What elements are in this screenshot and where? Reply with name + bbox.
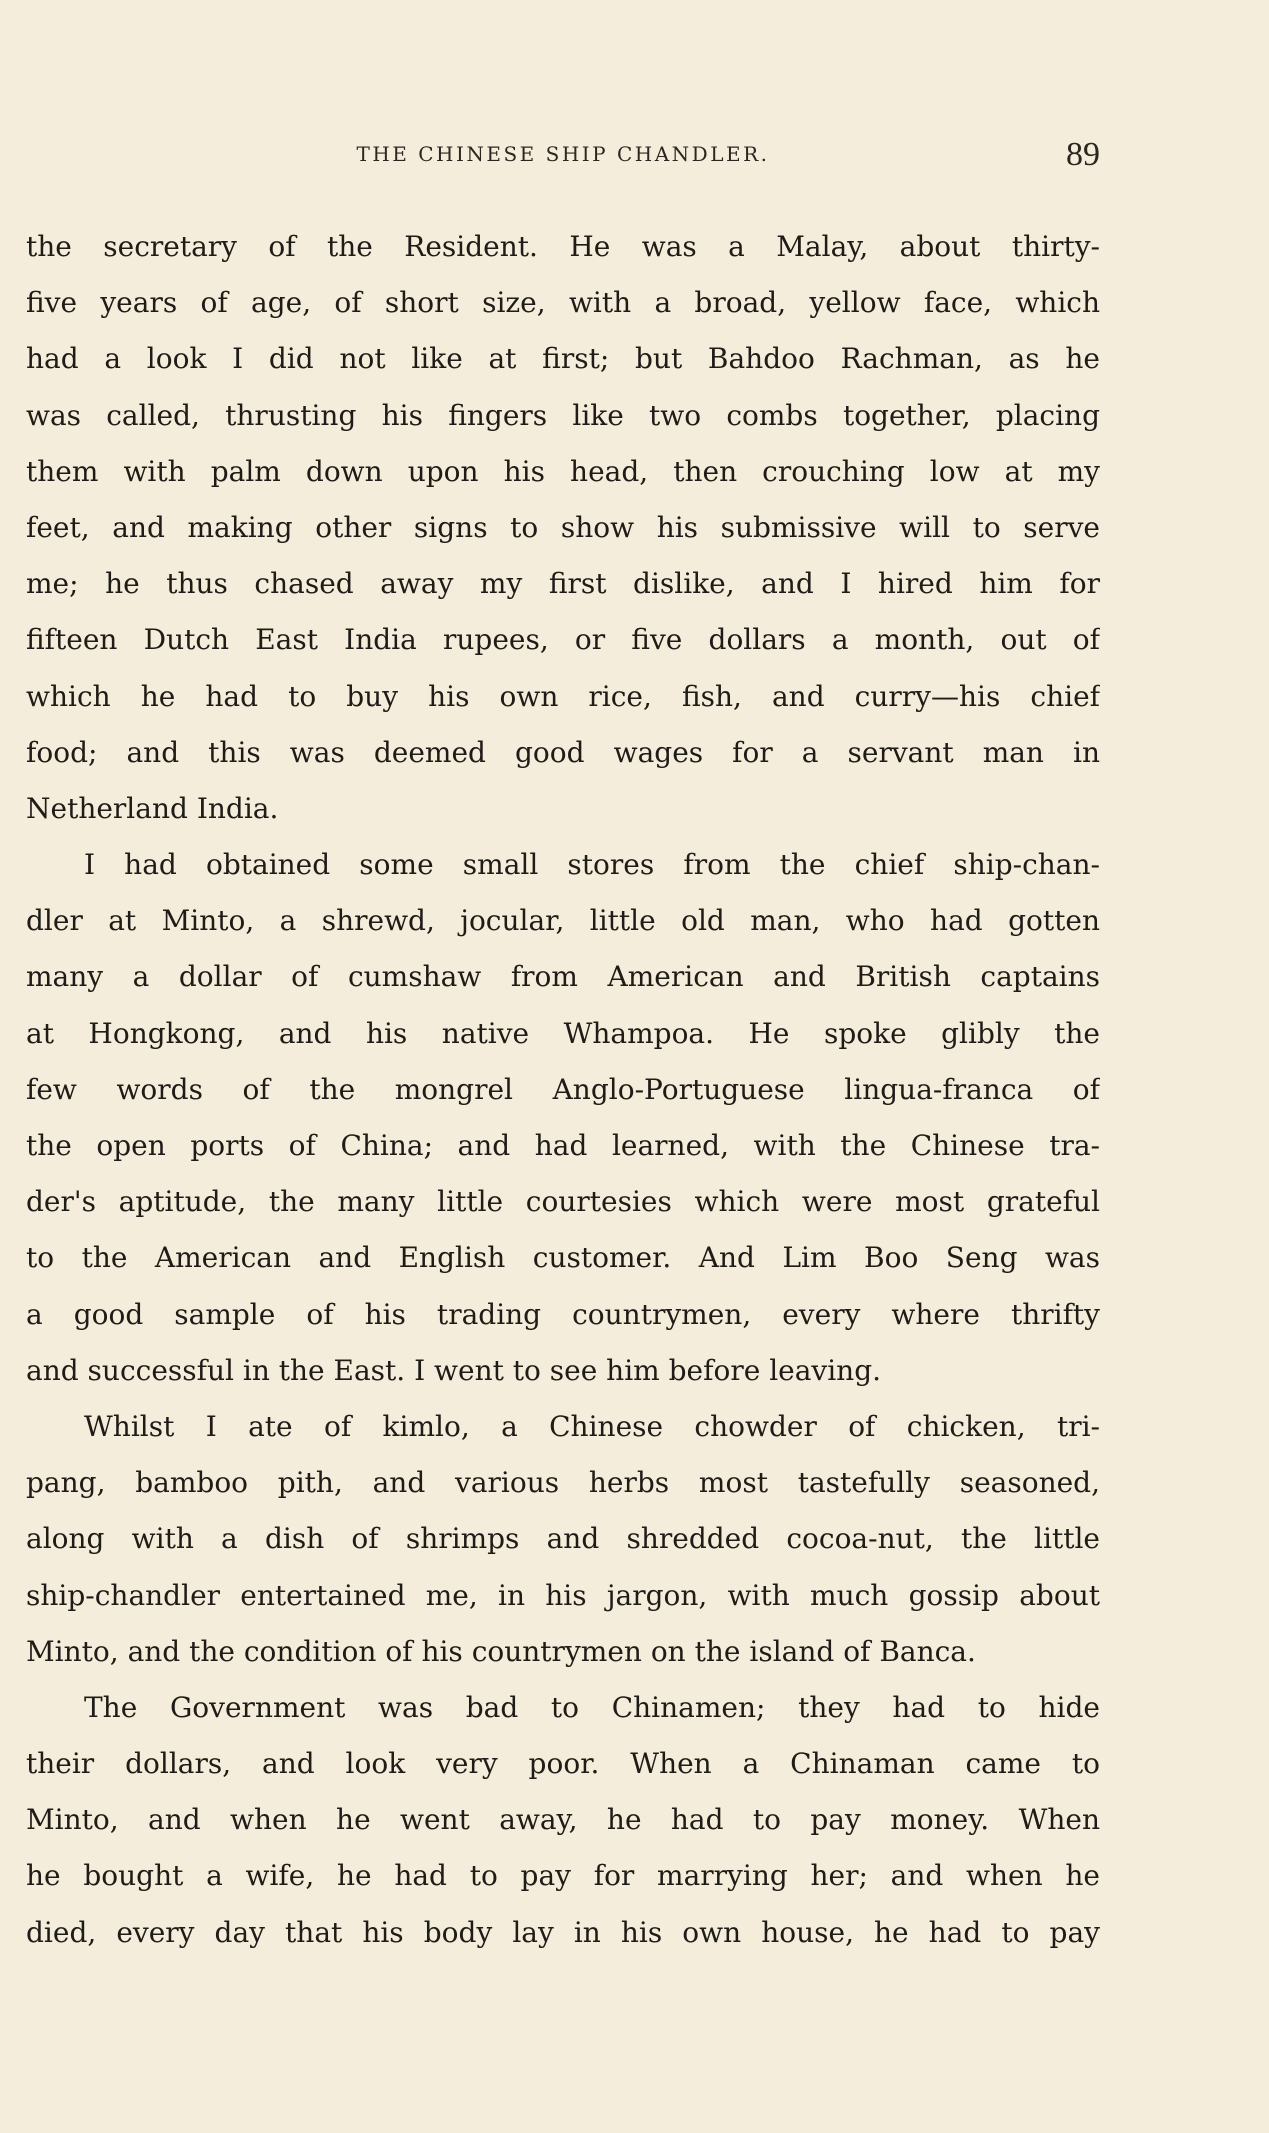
text-line: fifteen Dutch East India rupees, or five dollars a month, out of: [26, 623, 1100, 657]
text-line: dler at Minto, a shrewd, jocular, little old man, who had gotten: [26, 904, 1100, 938]
text-line: to the American and English customer. And Lim Boo Seng was: [26, 1241, 1100, 1275]
text-line: Whilst I ate of kimlo, a Chinese chowder of chicken, tri-: [84, 1409, 1100, 1443]
text-line: me; he thus chased away my first dislike, and I hired him for: [26, 567, 1100, 601]
text-line: five years of age, of short size, with a broad, yellow face, which: [26, 286, 1100, 320]
text-line: der's aptitude, the many little courtesies which were most grateful: [26, 1185, 1100, 1219]
text-line: many a dollar of cumshaw from American and British captains: [26, 960, 1100, 994]
text-line: the secretary of the Resident. He was a Malay, about thirty-: [26, 230, 1100, 263]
text-line: their dollars, and look very poor. When a Chinaman came to: [26, 1747, 1100, 1781]
text-line: ship-chandler entertained me, in his jargon, with much gossip about: [26, 1578, 1100, 1612]
text-line: food; and this was deemed good wages for a servant man in: [26, 735, 1100, 769]
text-line: them with palm down upon his head, then crouching low at my: [26, 454, 1100, 488]
text-line: Minto, and the condition of his countrymen on the island of Banca.: [26, 1634, 976, 1668]
text-line: he bought a wife, he had to pay for marrying her; and when he: [26, 1859, 1100, 1893]
text-line: pang, bamboo pith, and various herbs most tastefully seasoned,: [26, 1466, 1100, 1500]
text-line: had a look I did not like at first; but Bahdoo Rachman, as he: [26, 342, 1100, 376]
running-head: THE CHINESE SHIP CHANDLER.: [356, 142, 770, 166]
text-line: died, every day that his body lay in his own house, he had to pay: [26, 1915, 1100, 1949]
text-line: and successful in the East. I went to see him before leaving.: [26, 1353, 882, 1387]
text-line: feet, and making other signs to show his submissive will to serve: [26, 510, 1100, 544]
text-line: Minto, and when he went away, he had to pay money. When: [26, 1803, 1100, 1837]
text-line: the open ports of China; and had learned, with the Chinese tra-: [26, 1129, 1100, 1162]
text-line: at Hongkong, and his native Whampoa. He spoke glibly the: [26, 1016, 1100, 1050]
text-line: along with a dish of shrimps and shredded cocoa-nut, the little: [26, 1522, 1100, 1556]
page-header: [26, 136, 1100, 176]
text-line: was called, thrusting his fingers like two combs together, placing: [26, 398, 1100, 432]
text-line: few words of the mongrel Anglo-Portuguese lingua-franca of: [26, 1072, 1100, 1106]
text-line: The Government was bad to Chinamen; they had to hide: [84, 1690, 1100, 1724]
text-line: a good sample of his trading countrymen, every where thrifty: [26, 1297, 1100, 1331]
text-line: I had obtained some small stores from the chief ship-chan-: [84, 848, 1100, 882]
body-text: [26, 219, 1100, 1961]
page-number: 89: [1066, 136, 1100, 173]
text-line: which he had to buy his own rice, fish, and curry—his chief: [26, 679, 1100, 713]
text-line: Netherland India.: [26, 791, 279, 825]
